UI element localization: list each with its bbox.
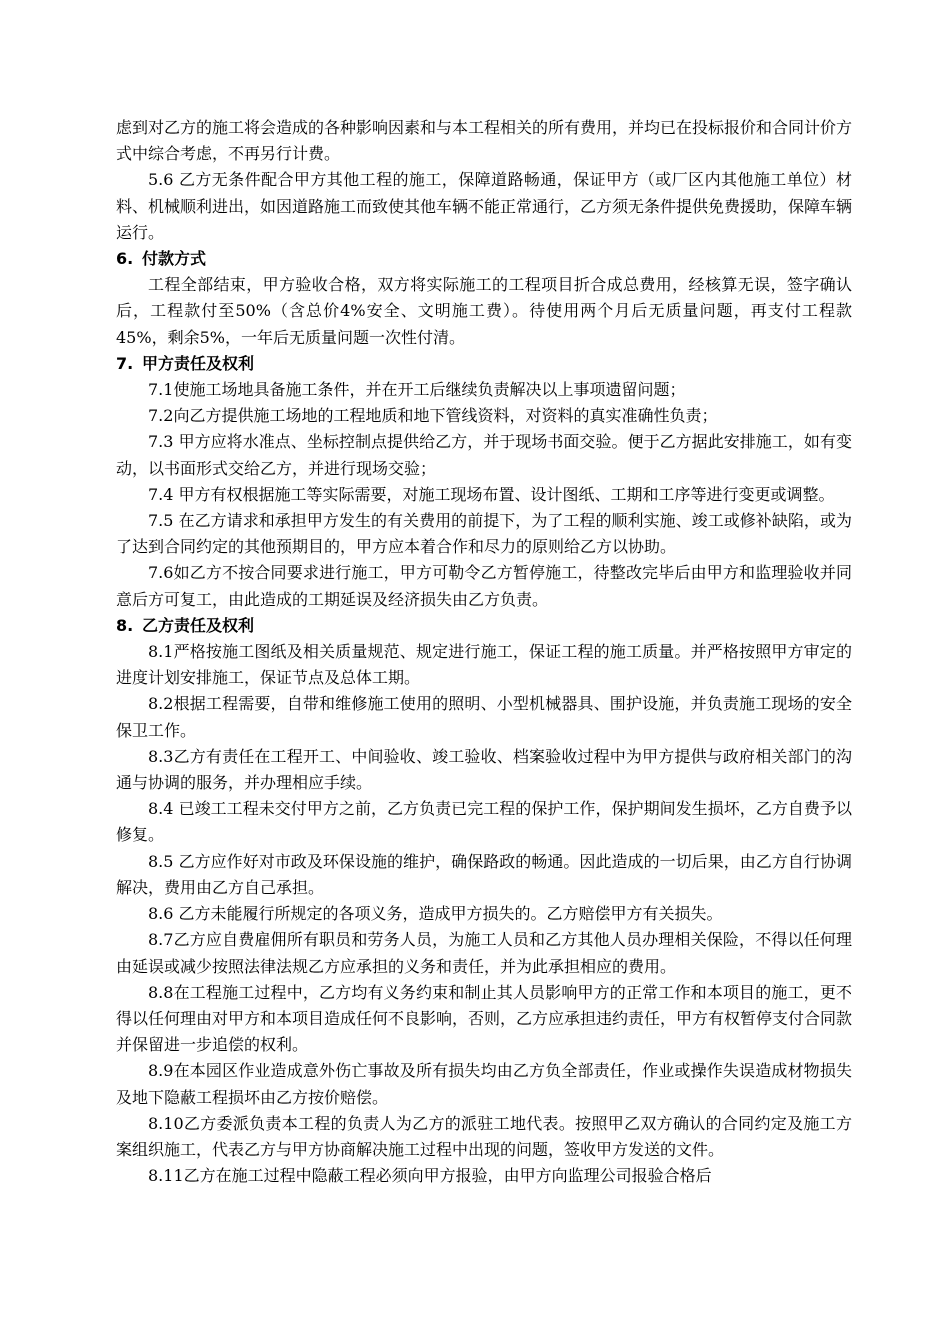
- section-title: 付款方式: [142, 249, 207, 269]
- clause-7-1: 7.1使施工场地具备施工条件，并在开工后继续负责解决以上事项遗留问题；: [148, 380, 686, 400]
- clause-8-9: 8.9在本园区作业造成意外伤亡事故及所有损失均由乙方负全部责任，作业或操作失误造成材物损失及地下隐蔽工程损坏由乙方按价赔偿。: [116, 1061, 852, 1107]
- section-title: 乙方责任及权利: [142, 615, 255, 635]
- clause-7-6: 7.6如乙方不按合同要求进行施工，甲方可勒令乙方暂停施工，待整改完毕后由甲方和监理验收并同意后方可复工，由此造成的工期延误及经济损失由乙方负责。: [116, 563, 852, 609]
- clause-7-5: 7.5 在乙方请求和承担甲方发生的有关费用的前提下，为了工程的顺利实施、竣工或修补缺陷，或为了达到合同约定的其他预期目的，甲方应本着合作和尽力的原则给乙方以协助。: [116, 511, 852, 557]
- section-heading-6: [116, 246, 852, 272]
- paragraph: 工程全部结束，甲方验收合格，双方将实际施工的工程项目折合成总费用，经核算无误，签字确认后，工程款付至50%（含总价4%安全、文明施工费）。待使用两个月后无质量问题，再支付工程款45%，剩余5%，一年后无质量问题一次性付清。: [116, 275, 852, 347]
- clause-8-5: 8.5 乙方应作好对市政及环保设施的维护，确保路政的畅通。因此造成的一切后果，由乙方自行协调解决，费用由乙方自己承担。: [116, 851, 852, 897]
- clause-8-3: 8.3乙方有责任在工程开工、中间验收、竣工验收、档案验收过程中为甲方提供与政府相关部门的沟通与协调的服务，并办理相应手续。: [116, 746, 852, 793]
- section-number: 8.: [116, 615, 134, 635]
- section-heading-7: [116, 351, 852, 377]
- clause-8-11: 8.11乙方在施工过程中隐蔽工程必须向甲方报验，由甲方向监理公司报验合格后: [148, 1166, 712, 1186]
- clause-7-4: 7.4 甲方有权根据施工等实际需要，对施工现场布置、设计图纸、工期和工序等进行变更或调整。: [148, 484, 835, 504]
- section-number: 7.: [116, 353, 134, 373]
- paragraph: 虑到对乙方的施工将会造成的各种影响因素和与本工程相关的所有费用，并均已在投标报价和合同计价方式中综合考虑，不再另行计费。: [116, 118, 853, 164]
- clause-8-2: 8.2根据工程需要，自带和维修施工使用的照明、小型机械器具、围护设施，并负责施工现场的安全保卫工作。: [116, 694, 852, 740]
- section-number: 6.: [116, 249, 134, 269]
- clause-8-1: 8.1严格按施工图纸及相关质量规范、规定进行施工，保证工程的施工质量。并严格按照甲方审定的进度计划安排施工，保证节点及总体工期。: [116, 642, 852, 688]
- clause-8-7: 8.7乙方应自费雇佣所有职员和劳务人员，为施工人员和乙方其他人员办理相关保险，不得以任何理由延误或减少按照法律法规乙方应承担的义务和责任，并为此承担相应的费用。: [116, 930, 852, 976]
- section-title: 甲方责任及权利: [142, 353, 255, 373]
- clause-7-2: 7.2向乙方提供施工场地的工程地质和地下管线资料，对资料的真实准确性负责；: [148, 406, 718, 426]
- clause-5-6: 5.6 乙方无条件配合甲方其他工程的施工，保障道路畅通，保证甲方（或厂区内其他施工单位）材料、机械顺利进出，如因道路施工而致使其他车辆不能正常通行，乙方须无条件提供免费援助，保障车辆运行。: [116, 170, 853, 242]
- clause-8-10: 8.10乙方委派负责本工程的负责人为乙方的派驻工地代表。按照甲乙双方确认的合同约定及施工方案组织施工，代表乙方与甲方协商解决施工过程中出现的问题，签收甲方发送的文件。: [116, 1113, 852, 1159]
- clause-8-6: 8.6 乙方未能履行所规定的各项义务，造成甲方损失的。乙方赔偿甲方有关损失。: [148, 904, 723, 924]
- section-heading-8: [116, 613, 852, 639]
- clause-8-4: 8.4 已竣工工程未交付甲方之前，乙方负责已完工程的保护工作，保护期间发生损坏，乙方自费予以修复。: [116, 799, 852, 845]
- clause-8-8: 8.8在工程施工过程中，乙方均有义务约束和制止其人员影响甲方的正常工作和本项目的施工，更不得以任何理由对甲方和本项目造成任何不良影响，否则，乙方应承担违约责任，甲方有权暂停支付合同款并保留进一步追偿的权利。: [116, 982, 853, 1055]
- clause-7-3: 7.3 甲方应将水准点、坐标控制点提供给乙方，并于现场书面交验。便于乙方据此安排施工，如有变动，以书面形式交给乙方，并进行现场交验；: [116, 432, 852, 478]
- document-page: [116, 115, 852, 1189]
